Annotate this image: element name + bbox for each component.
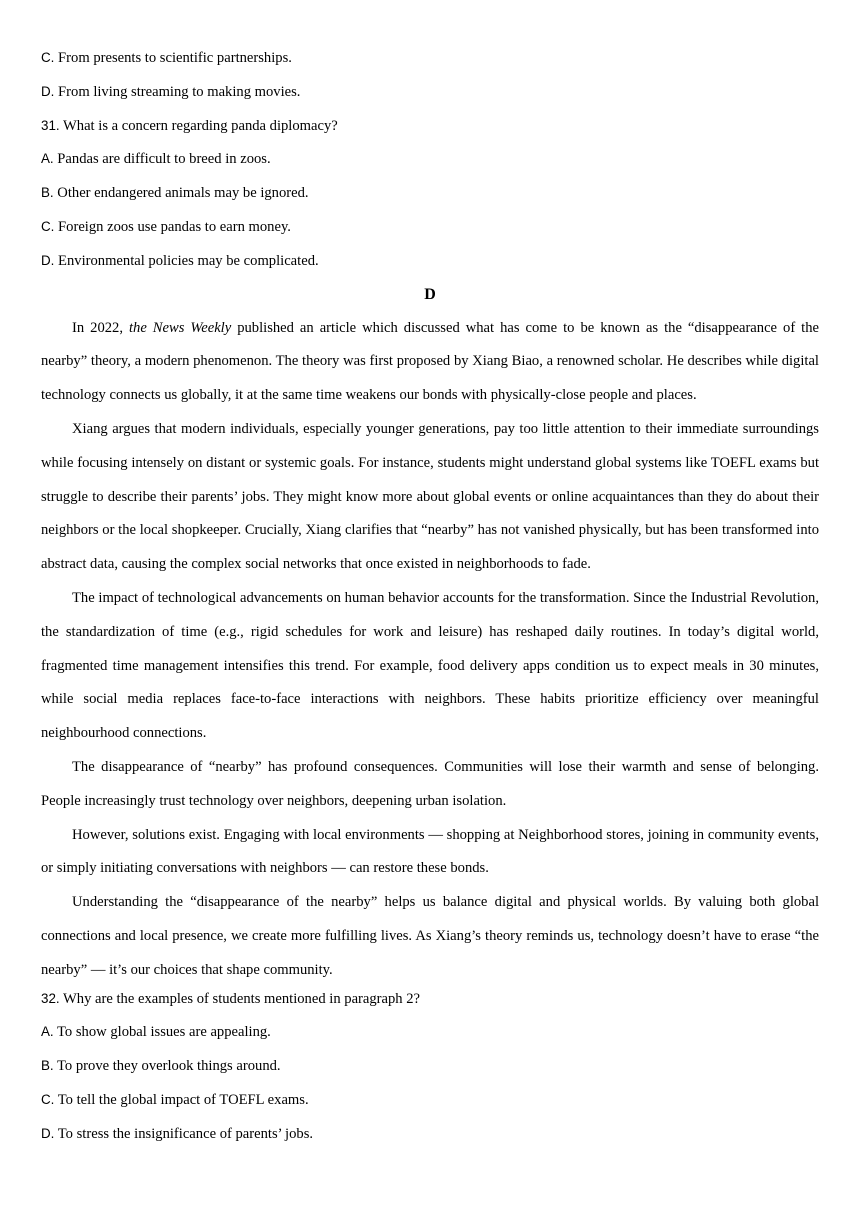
option-letter: D. (41, 252, 55, 268)
option-text: To stress the insignificance of parents’ jobs. (54, 1125, 314, 1142)
q32-stem (41, 988, 819, 1022)
option-text: From presents to scientific partnerships. (54, 50, 292, 66)
option-letter: C. (41, 218, 55, 234)
q31-option-a (41, 148, 819, 182)
q32-option-d (41, 1123, 819, 1157)
question-text: Why are the examples of students mentioned in paragraph 2? (59, 990, 421, 1007)
publication-name: the News Weekly (128, 319, 232, 336)
document-page (41, 47, 819, 1157)
option-text: Environmental policies may be complicated. (54, 252, 319, 269)
q31-stem (41, 115, 819, 149)
option-letter: A. (41, 1024, 54, 1040)
question-number: 31. (41, 117, 60, 133)
option-letter: A. (41, 151, 54, 167)
option-text: To prove they overlook things around. (53, 1058, 281, 1075)
passage-paragraph-2: Xiang argues that modern individuals, especially younger generations, pay too little attention to their immediate surroundings while focusing intensely on distant or systemic goals. For instance, students might understand global systems like TOEFL exams but struggle to describe their parents’ jobs. They might know more about global events or online acquaintances than they do about their neighbors or the local shopkeeper. Crucially, Xiang clarifies that “nearby” has not vanished physically, but has been transformed into abstract data, causing the complex social networks that once existed in neighborhoods to fade. (41, 420, 819, 573)
option-letter: C. (41, 50, 55, 65)
option-text: From living streaming to making movies. (54, 83, 301, 100)
option-letter: C. (41, 1091, 55, 1107)
paragraph-text: In 2022, (72, 319, 129, 336)
passage-title: D (424, 285, 436, 303)
q30-option-c (41, 47, 819, 81)
paragraph-text: published an article which discussed what has come to be known as the “disappearance of the nearby” theory, a modern phenomenon. The theory was first proposed by Xiang Biao, a renowned scholar. He describes while digital technology connects us globally, it at the same time weakens our bonds with physically-close people and places. (41, 319, 819, 404)
option-text: To show global issues are appealing. (53, 1024, 271, 1041)
passage-paragraph-6: Understanding the “disappearance of the nearby” helps us balance digital and physical worlds. By valuing both global connections and local presence, we create more fulfilling lives. As Xiang’s theory reminds us, technology doesn’t have to erase “the nearby” — it’s our choices that shape community. (41, 894, 819, 978)
q31-option-c (41, 216, 819, 250)
passage-paragraph-4: The disappearance of “nearby” has profound consequences. Communities will lose their warmth and sense of belonging. People increasingly trust technology over neighbors, deepening urban isolation. (41, 758, 819, 809)
q32-option-c (41, 1089, 819, 1123)
option-letter: B. (41, 1058, 54, 1074)
q30-option-d (41, 81, 819, 115)
option-letter: B. (41, 185, 54, 201)
passage-paragraph-5: However, solutions exist. Engaging with local environments — shopping at Neighborhood stores, joining in community events, or simply initiating conversations with neighbors — can restore these bonds. (41, 826, 819, 877)
q32-option-b (41, 1055, 819, 1089)
question-number: 32. (41, 990, 60, 1006)
q32-option-a (41, 1021, 819, 1055)
option-text: Foreign zoos use pandas to earn money. (54, 218, 291, 235)
q31-option-b (41, 182, 819, 216)
option-text: To tell the global impact of TOEFL exams. (54, 1091, 309, 1108)
option-letter: D. (41, 1125, 55, 1141)
option-text: Other endangered animals may be ignored. (53, 185, 309, 202)
option-letter: D. (41, 83, 55, 99)
passage-paragraph-1 (41, 312, 819, 413)
passage-paragraph-3: The impact of technological advancements on human behavior accounts for the transformation. Since the Industrial Revolution, the standardization of time (e.g., rigid schedules for work and leisure) has reshaped daily routines. In today’s digital world, fragmented time management intensifies this trend. For example, food delivery apps condition us to expect meals in 30 minutes, while social media replaces face-to-face interactions with neighbors. These habits prioritize efficiency over meaningful neighbourhood connections. (41, 589, 819, 742)
option-text: Pandas are difficult to breed in zoos. (53, 151, 271, 168)
q31-option-d (41, 250, 819, 284)
question-text: What is a concern regarding panda diplomacy? (59, 117, 338, 134)
